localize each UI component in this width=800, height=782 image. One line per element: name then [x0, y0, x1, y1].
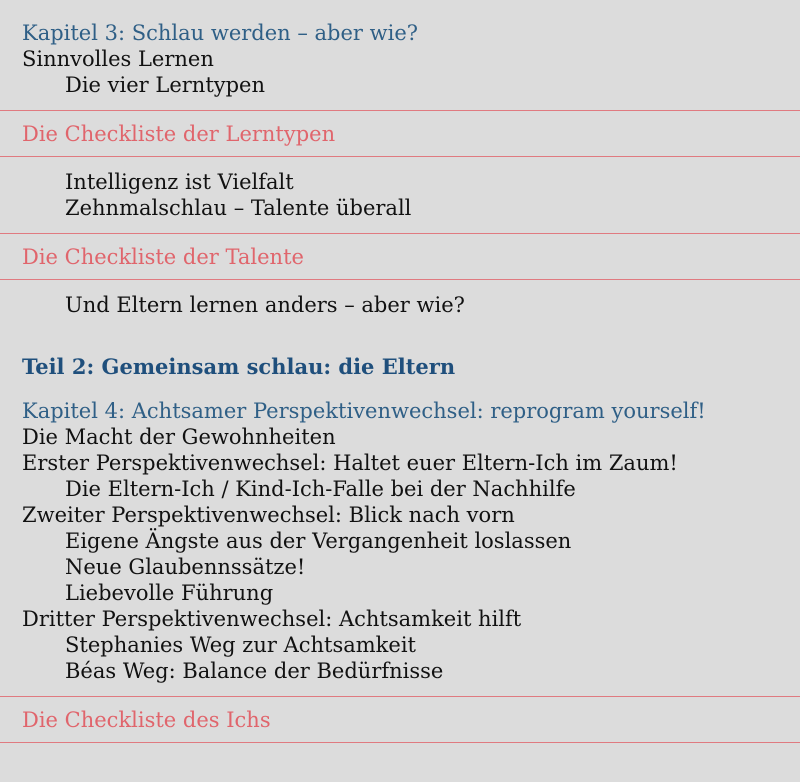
spacer	[22, 380, 800, 398]
part-2-title[interactable]: Teil 2: Gemeinsam schlau: die Eltern	[22, 354, 456, 379]
toc-entry[interactable]: Stephanies Weg zur Achtsamkeit	[65, 633, 416, 657]
toc-entry[interactable]: Die Eltern-Ich / Kind-Ich-Falle bei der Nachhilfe	[65, 477, 576, 501]
toc-entry[interactable]: Eigene Ängste aus der Vergangenheit loslassen	[65, 529, 572, 553]
toc-entry[interactable]: Die Macht der Gewohnheiten	[22, 425, 336, 449]
chapter-4-title[interactable]: Kapitel 4: Achtsamer Perspektivenwechsel: reprogram yourself!	[22, 399, 706, 423]
spacer	[22, 684, 800, 696]
checklist-lerntypen[interactable]: Die Checkliste der Lerntypen	[0, 110, 800, 157]
toc-entry[interactable]: Dritter Perspektivenwechsel: Achtsamkeit hilft	[22, 607, 522, 631]
spacer	[22, 157, 800, 169]
toc-entry-intelligenz[interactable]: Intelligenz ist Vielfalt	[65, 170, 294, 194]
spacer	[22, 221, 800, 233]
toc-entry-sinnvolles-lernen[interactable]: Sinnvolles Lernen	[22, 47, 214, 71]
toc-entry-vier-lerntypen[interactable]: Die vier Lerntypen	[65, 73, 266, 97]
chapter-3-title[interactable]: Kapitel 3: Schlau werden – aber wie?	[22, 21, 419, 45]
spacer	[22, 280, 800, 292]
checklist-ichs[interactable]: Die Checkliste des Ichs	[0, 696, 800, 743]
toc-entry[interactable]: Erster Perspektivenwechsel: Haltet euer Eltern-Ich im Zaum!	[22, 451, 678, 475]
spacer	[22, 98, 800, 110]
toc-entry[interactable]: Neue Glaubennssätze!	[65, 555, 306, 579]
toc-entry[interactable]: Liebevolle Führung	[65, 581, 274, 605]
toc-entry-zehnmalschlau[interactable]: Zehnmalschlau – Talente überall	[65, 196, 412, 220]
toc-entry[interactable]: Zweiter Perspektivenwechsel: Blick nach vorn	[22, 503, 515, 527]
checklist-talente[interactable]: Die Checkliste der Talente	[0, 233, 800, 280]
spacer	[22, 318, 800, 354]
toc-entry[interactable]: Béas Weg: Balance der Bedürfnisse	[65, 659, 444, 683]
toc-entry-eltern-lernen[interactable]: Und Eltern lernen anders – aber wie?	[65, 293, 465, 317]
top-spacer	[22, 0, 800, 20]
